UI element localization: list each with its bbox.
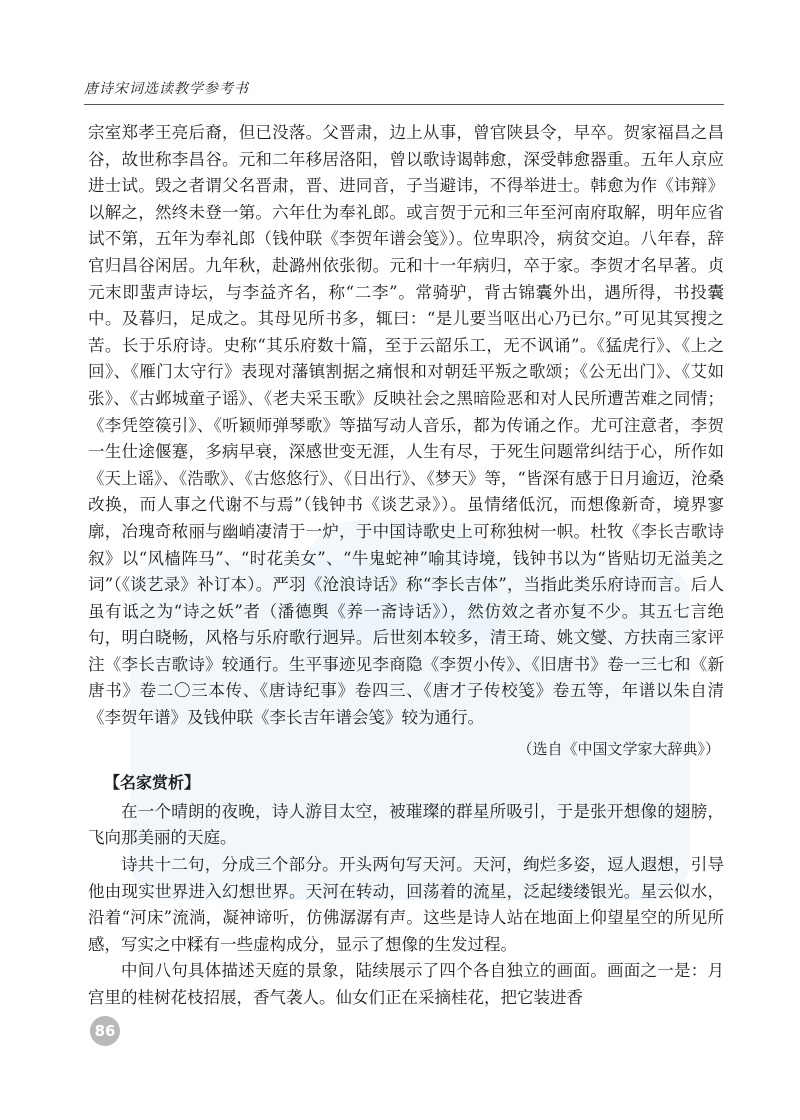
running-header: 唐诗宋词选读教学参考书 [84,81,249,97]
header-rule [84,104,724,105]
page-number: 86 [90,1016,120,1046]
analysis-paragraph: 中间八句具体描述天庭的景象，陆续展示了四个各自独立的画面。画面之一是：月宫里的桂树花枝招展，香气袭人。仙女们正在采摘桂花，把它装进香 [88,961,724,1007]
page-content [88,120,724,1012]
source-citation: （选自《中国文学家大辞典》） [517,739,720,758]
analysis-paragraph: 在一个晴朗的夜晚，诗人游目太空，被璀璨的群星所吸引，于是张开想像的翅膀，飞向那美丽的天庭。 [88,801,724,848]
section-heading: 【名家赏析】 [104,773,201,793]
analysis-paragraph: 诗共十二句，分成三个部分。开头两句写天河。天河，绚烂多姿，逗人遐想，引导他由现实世界进入幻想世界。天河在转动，回荡着的流星，泛起缕缕银光。星云似水，沿着“河床”流淌，凝神谛听，仿佛潺潺有声。这些是诗人站在地面上仰望星空的所见所感，写实之中糅有一些虚构成分，显示了想像的生发过程。 [88,855,724,954]
biography-paragraph: 宗室郑孝王亮后裔，但已没落。父晋肃，边上从事，曾官陕县令，早卒。贺家福昌之昌谷，故世称李昌谷。元和二年移居洛阳，曾以歌诗谒韩愈，深受韩愈器重。五年人京应进士试。毁之者谓父名晋肃，晋、进同音，子当避讳，不得举进士。韩愈为作《讳辩》以解之，然终未登一第。六年仕为奉礼郎。或言贺于元和三年至河南府取解，明年应省试不第，五年为奉礼郎（钱仲联《李贺年谱会笺》）。位卑职冷，病贫交迫。八年春，辞官归昌谷闲居。九年秋，赴潞州依张彻。元和十一年病归，卒于家。李贺才名早著。贞元末即蜚声诗坛，与李益齐名，称“二李”。常骑驴，背古锦囊外出，遇所得，书投囊中。及暮归，足成之。其母见所书多，辄曰：“是儿要当呕出心乃已尔。”可见其冥搜之苦。长于乐府诗。史称“其乐府数十篇，至于云韶乐工，无不讽诵”。《猛虎行》、《上之回》、《雁门太守行》表现对藩镇割据之痛恨和对朝廷平叛之歌颂；《公无出门》、《艾如张》、《古邺城童子谣》、《老夫采玉歌》反映社会之黑暗险恶和对人民所遭苦难之同情；《李凭箜篌引》、《听颖师弹琴歌》等描写动人音乐，都为传诵之作。尤可注意者，李贺一生仕途偃蹇，多病早衰，深感世变无涯，人生有尽，于死生问题常纠结于心，所作如《天上谣》、《浩歌》、《古悠悠行》、《日出行》、《梦天》等，“皆深有感于日月逾迈，沧桑改换，而人事之代谢不与焉”（钱钟书《谈艺录》）。虽情绪低沉，而想像新奇，境界寥廓，冶瑰奇秾丽与幽峭凄清于一炉，于中国诗歌史上可称独树一帜。杜牧《李长吉歌诗叙》以“风樯阵马”、“时花美女”、“牛鬼蛇神”喻其诗境，钱钟书以为“皆贴切无溢美之词”（《谈艺录》补订本）。严羽《沧浪诗话》称“李长吉体”，当指此类乐府诗而言。后人虽有诋之为“诗之妖”者（潘德舆《养一斋诗话》），然仿效之者亦复不少。其五七言绝句，明白晓畅，风格与乐府歌行迥异。后世刻本较多，清王琦、姚文燮、方扶南三家评注《李长吉歌诗》较通行。生平事迹见李商隐《李贺小传》、《旧唐书》卷一三七和《新唐书》卷二〇三本传、《唐诗纪事》卷四三、《唐才子传校笺》卷五等，年谱以朱自清《李贺年谱》及钱仲联《李长吉年谱会笺》较为通行。 [88,123,724,728]
